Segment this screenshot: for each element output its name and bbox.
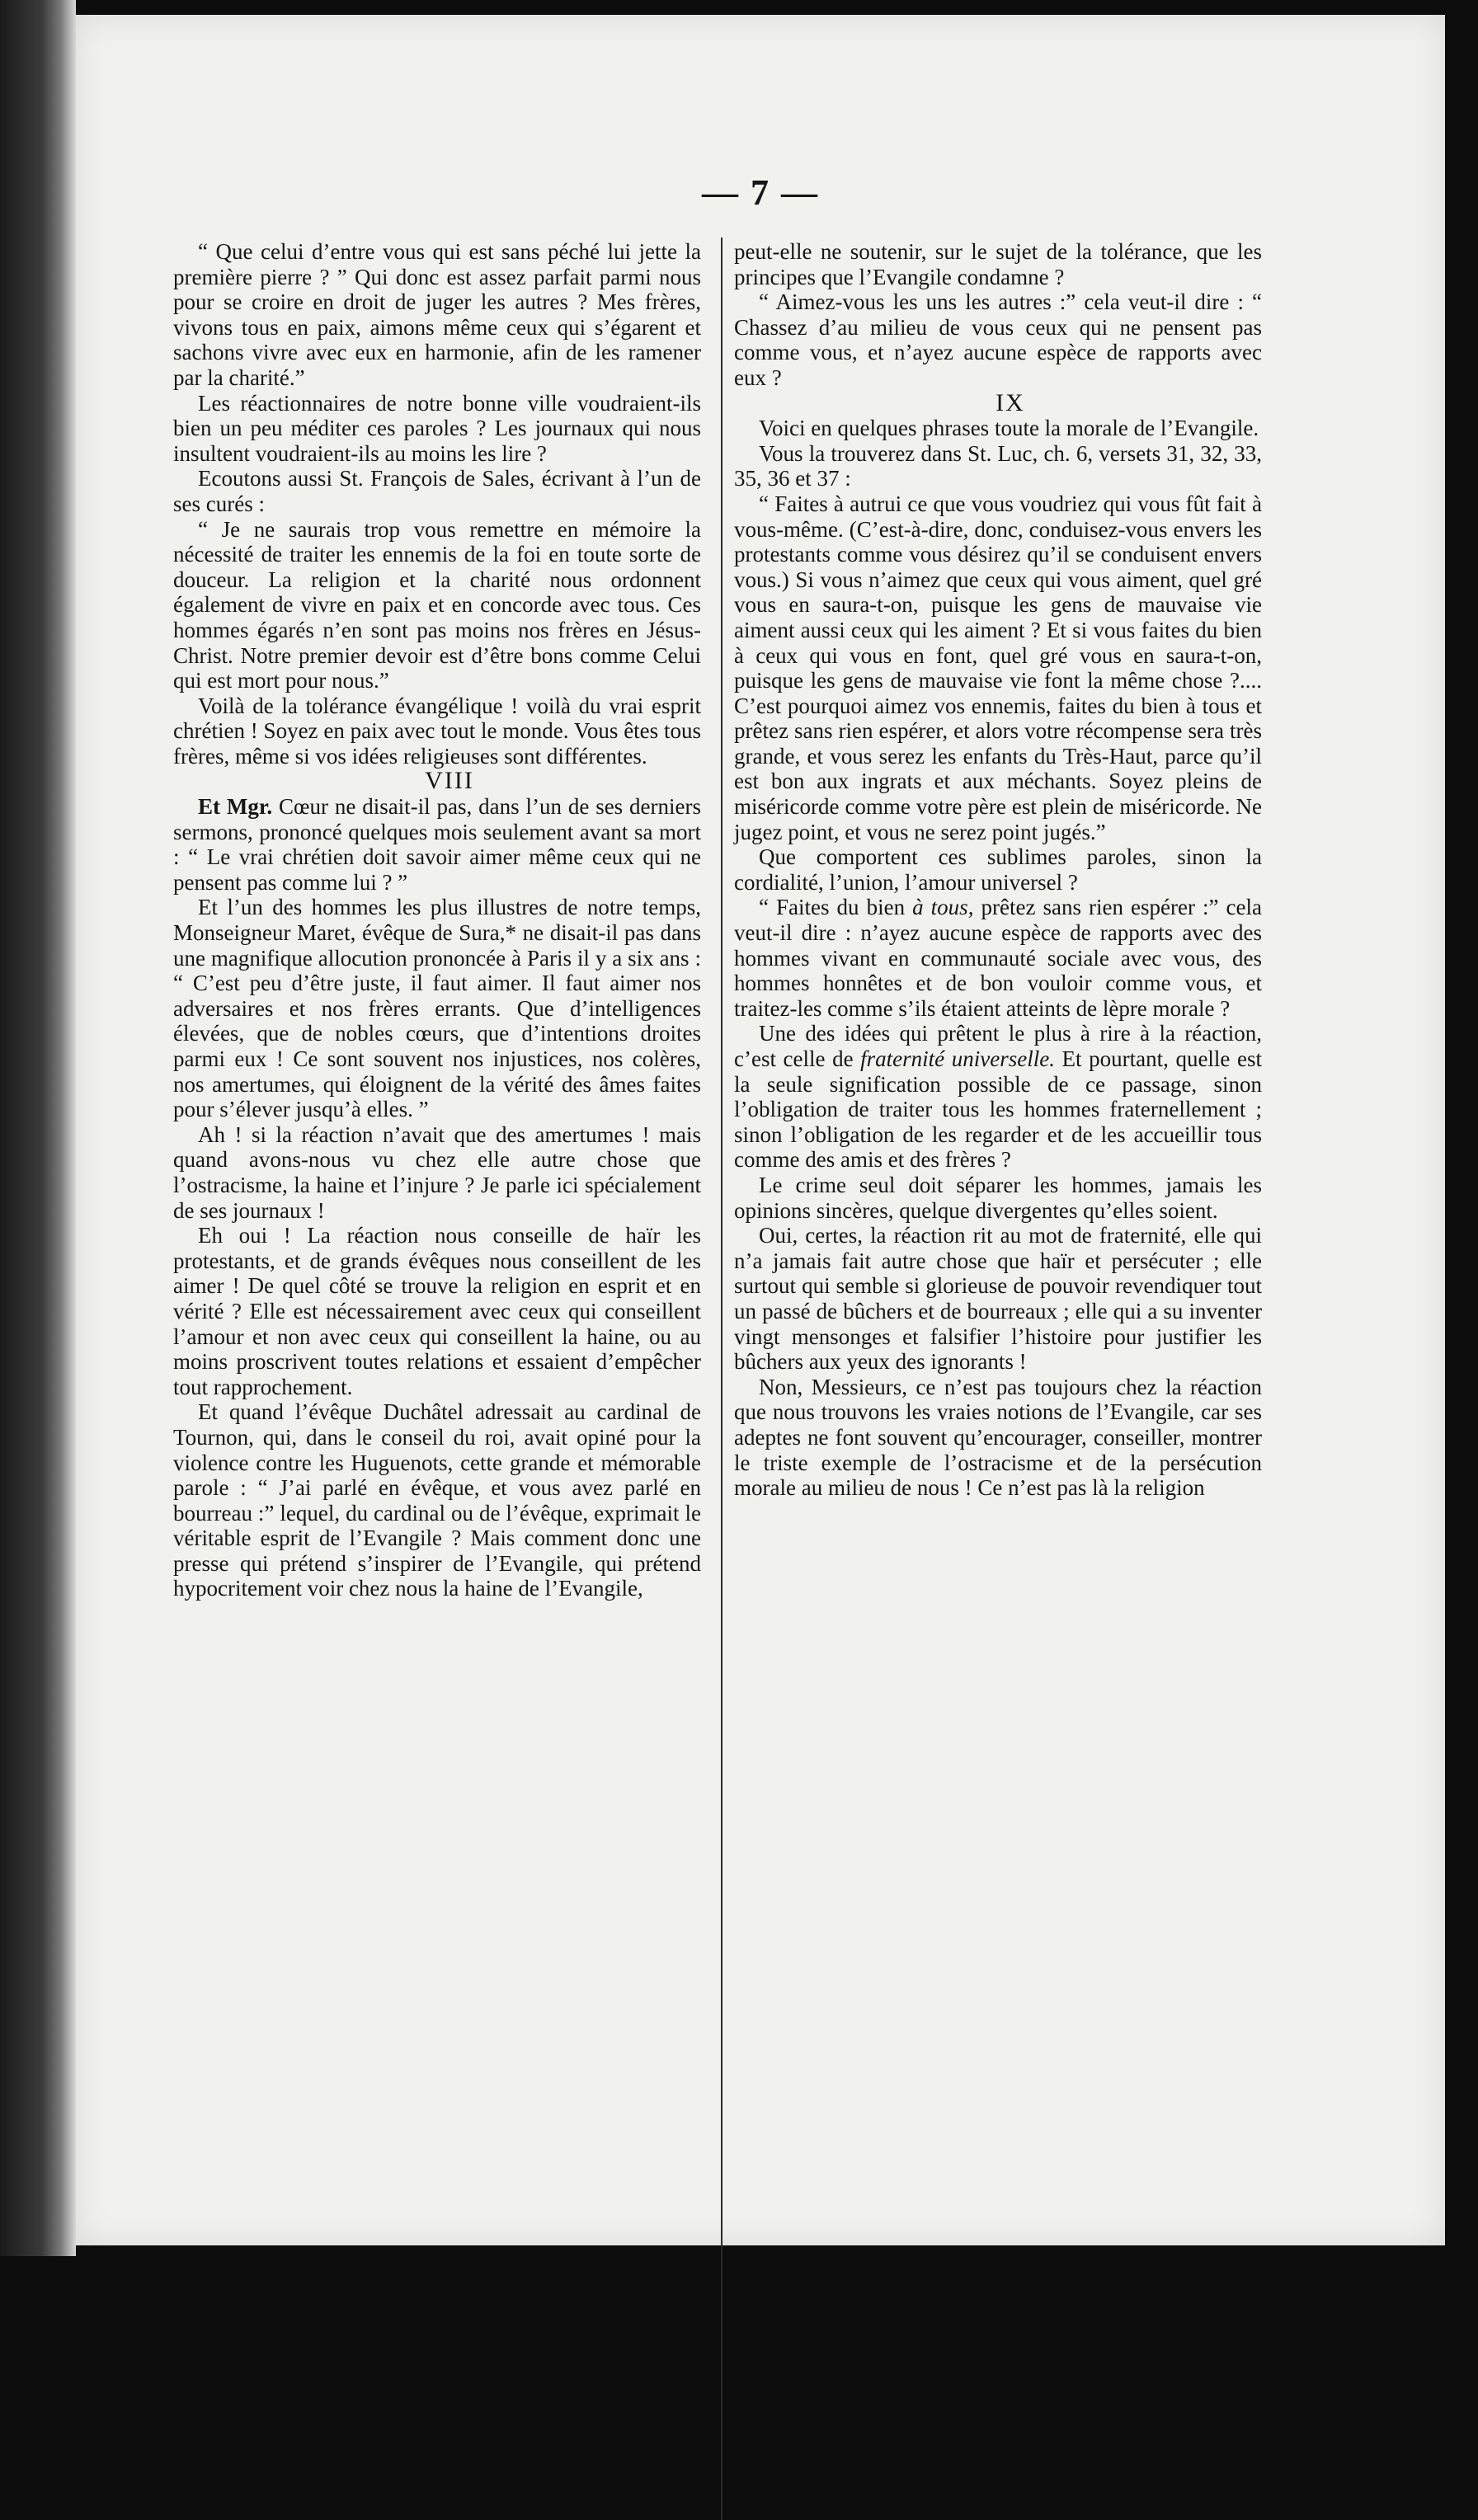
paragraph: Voici en quelques phrases toute la morale de l’Evangile. <box>759 416 1259 441</box>
paragraph-text: Une des idées qui prêtent le plus à rire à la réaction, c’est celle de <box>734 1021 1262 1071</box>
paragraph: Non, Messieurs, ce n’est pas toujours chez la réaction que nous trouvons les vraies notions de l’Evangile, car ses adeptes ne font souvent qu’encourager, conseiller, montrer le triste exemple de l’ostracisme et de la persécution morale au milieu de nous ! Ce n’est pas là la religion <box>734 1374 1262 1501</box>
paragraph-text: Et pourtant, quelle est la seule signification possible de ce passage, sinon l’obligation de traiter tous les hommes fraternellement ; sinon l’obligation de les regarder et de les accueillir tous comme des amis et des frères ? <box>734 1046 1262 1173</box>
page-number: — 7 — <box>702 172 819 213</box>
paragraph: Et quand l’évêque Duchâtel adressait au cardinal de Tournon, qui, dans le conseil du roi, avait opiné pour la violence contre les Huguenots, cette grande et mémorable parole : “ J’ai parlé en évêque, et vous avez parlé en bourreau :” lequel, du cardinal ou de l’évêque, exprimait le véritable esprit de l’Evangile ? Mais comment donc une presse qui prétend s’inspirer de l’Evangile, qui prétend hypocritement voir chez nous la haine de l’Evangile, <box>173 1399 701 1601</box>
paragraph-text: Cœur ne disait-il pas, dans l’un de ses derniers sermons, prononcé quelques mois seulement avant sa mort : “ Le vrai chrétien doit savoir aimer même ceux qui ne pensent pas comme lui ? ” <box>173 794 702 895</box>
paragraph: Les réactionnaires de notre bonne ville voudraient-ils bien un peu méditer ces paroles ? Les journaux qui nous insultent voudraient-ils au moins les lire ? <box>173 390 701 466</box>
paragraph <box>734 895 1262 1021</box>
emphasis: à tous, <box>912 895 974 920</box>
paragraph <box>173 794 701 895</box>
paragraph-text: prêtez sans rien espérer :” cela veut-il dire : n’ayez aucune espèce de rapports avec des hommes vivant en communauté sociale avec vous, des hommes honnêtes et de bon vouloir comme vous, et traitez-les comme s’ils étaient atteints de lèpre morale ? <box>734 895 1262 1021</box>
paragraph: Le crime seul doit séparer les hommes, jamais les opinions sincères, quelque divergentes qu’elles soient. <box>734 1172 1262 1223</box>
section-heading-ix: IX <box>996 388 1025 416</box>
paragraph: Que comportent ces sublimes paroles, sinon la cordialité, l’union, l’amour universel ? <box>734 844 1262 895</box>
paragraph: Eh oui ! La réaction nous conseille de haïr les protestants, et de grands évêques nous conseillent de les aimer ! De quel côté se trouve la religion en esprit et en vérité ? Elle est nécessairement avec ceux qui conseillent l’amour et non avec ceux qui conseillent la haine, ou au moins proscrivent toutes relations et essaient d’empêcher tout rapprochement. <box>173 1223 701 1399</box>
paragraph: Voilà de la tolérance évangélique ! voilà du vrai esprit chrétien ! Soyez en paix avec tout le monde. Vous êtes tous frères, même si vos idées religieuses sont différentes. <box>173 693 701 769</box>
quotation: “ Faites à autrui ce que vous voudriez qui vous fût fait à vous-même. (C’est-à-dire, donc, conduisez-vous envers les protestants comme vous désirez qu’il se conduisent envers vous.) Si vous n’aimez que ceux qui vous aiment, quel gré vous en saura-t-on, puisque les gens de mauvaise vie aiment aussi ceux qui les aiment ? Et si vous faites du bien à ceux qui vous en font, quel gré vous en saura-t-on, puisque les gens de mauvaise vie font la même chose ?.... C’est pourquoi aimez vos ennemis, faites du bien à tous et prêtez sans rien espérer, et alors votre récompense sera très grande, et vous serez les enfants du Très-Haut, parce qu’il est bon aux ingrats et aux méchants. Soyez pleins de miséricorde comme votre père est plein de miséricorde. Ne jugez point, et vous ne serez point jugés.” <box>734 491 1262 844</box>
document-page <box>76 15 1445 2245</box>
section-heading-viii: VIII <box>425 767 474 795</box>
paragraph: “ Aimez-vous les uns les autres :” cela veut-il dire : “ Chassez d’au milieu de vous ceux qui ne pensent pas comme vous, et n’ayez aucune espèce de rapports avec eux ? <box>734 289 1262 390</box>
paragraph <box>734 1021 1262 1173</box>
paragraph: peut-elle ne soutenir, sur le sujet de la tolérance, que les principes que l’Evangile condamne ? <box>734 239 1262 289</box>
paragraph: Ecoutons aussi St. François de Sales, écrivant à l’un de ses curés : <box>173 466 701 516</box>
paragraph-lead: Et Mgr. <box>198 794 273 820</box>
left-column <box>173 239 701 1601</box>
paragraph: “ Que celui d’entre vous qui est sans péché lui jette la première pierre ? ” Qui donc est assez parfait parmi nous pour se croire en droit de juger les autres ? Mes frères, vivons tous en paix, aimons même ceux qui s’égarent et sachons vivre avec eux en harmonie, afin de les ramener par la charité.” <box>173 239 701 390</box>
paragraph: Oui, certes, la réaction rit au mot de fraternité, elle qui n’a jamais fait autre chose que haïr et persécuter ; elle surtout qui semble si glorieuse de pouvoir revendiquer tout un passé de bûchers et de bourreaux ; elle qui a su inventer vingt mensonges et falsifier l’histoire pour justifier les bûchers aux yeux des ignorants ! <box>734 1223 1262 1375</box>
paragraph: Vous la trouverez dans St. Luc, ch. 6, versets 31, 32, 33, 35, 36 et 37 : <box>734 440 1262 491</box>
paragraph: Ah ! si la réaction n’avait que des amertumes ! mais quand avons-nous vu chez elle autre chose que l’ostracisme, la haine et l’injure ? Je parle ici spécialement de ses journaux ! <box>173 1121 701 1223</box>
column-divider <box>721 237 723 2520</box>
paragraph: Et l’un des hommes les plus illustres de notre temps, Monseigneur Maret, évêque de Sura,* ne disait-il pas dans une magnifique allocution prononcée à Paris il y a six ans : “ C’est peu d’être juste, il faut aimer. Il faut aimer nos adversaires et nos frères errants. Que d’intelligences élevées, que de nobles cœurs, que d’intentions droites parmi eux ! Ce sont souvent nos injustices, nos colères, nos amertumes, qui éloignent de la vérité des âmes faites pour s’élever jusqu’à elles. ” <box>173 895 701 1122</box>
quotation: “ Je ne saurais trop vous remettre en mémoire la nécessité de traiter les ennemis de la foi en toute sorte de douceur. La religion et la charité nous ordonnent également de vivre en paix et en concorde avec tous. Ces hommes égarés n’en sont pas moins nos frères en Jésus-Christ. Notre premier devoir est d’être bons comme Celui qui est mort pour nous.” <box>173 516 701 693</box>
right-column <box>734 239 1262 1501</box>
paragraph-text: “ Faites du bien <box>759 895 913 920</box>
page-edge-shadow <box>0 0 76 2256</box>
emphasis: fraternité universelle. <box>860 1046 1055 1071</box>
